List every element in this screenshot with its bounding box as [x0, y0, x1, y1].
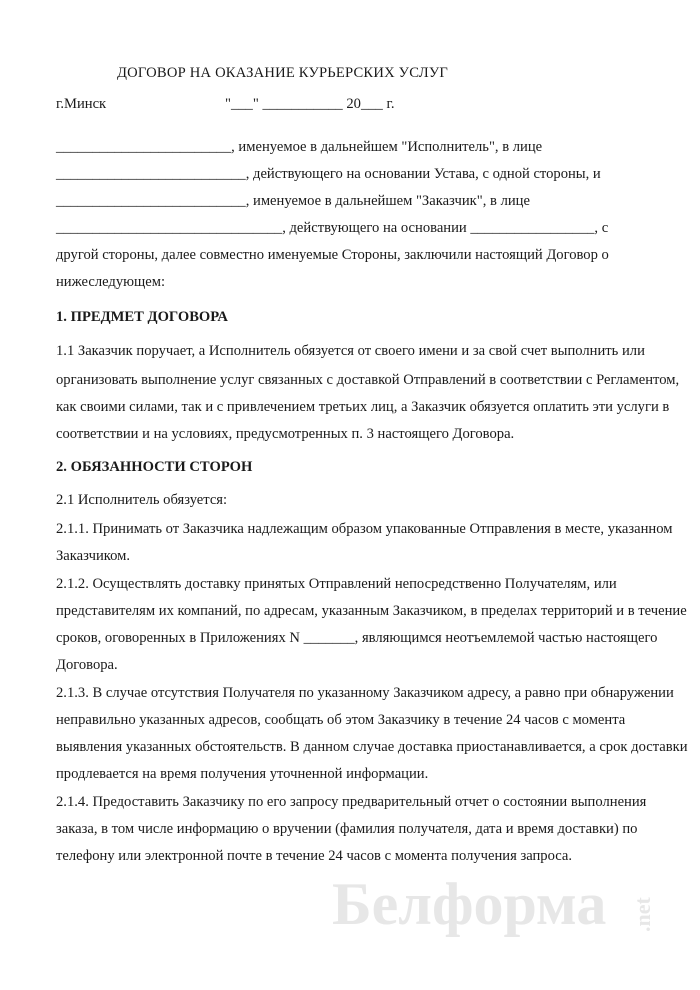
watermark-suffix: .net: [630, 897, 655, 932]
section-heading-2: 2. ОБЯЗАННОСТИ СТОРОН: [56, 459, 253, 475]
section2-line: Договора.: [56, 657, 118, 673]
section2-line: 2.1.2. Осуществлять доставку принятых Отправлений непосредственно Получателям, или: [56, 576, 617, 592]
section1-line: 1.1 Заказчик поручает, а Исполнитель обязуется от своего имени и за свой счет выполнить или: [56, 343, 645, 359]
document-title: ДОГОВОР НА ОКАЗАНИЕ КУРЬЕРСКИХ УСЛУГ: [117, 65, 449, 81]
section2-line: телефону или электронной почте в течение 24 часов с момента получения запроса.: [56, 848, 573, 864]
date-line: "___" ___________ 20___ г.: [225, 96, 395, 112]
section2-line: 2.1 Исполнитель обязуется:: [56, 492, 228, 508]
section2-line: сроков, оговоренных в Приложениях N _______, являющимся неотъемлемой частью настоящего: [56, 630, 658, 646]
preamble-line: другой стороны, далее совместно именуемые Стороны, заключили настоящий Договор о: [56, 247, 609, 263]
preamble-line: _______________________________, действующего на основании _________________, с: [56, 220, 609, 236]
section2-line: продлевается на время получения уточненной информации.: [56, 766, 429, 782]
section2-line: заказа, в том числе информацию о вручении (фамилия получателя, дата и время доставки) по: [56, 821, 638, 837]
watermark-text: Белформа: [332, 871, 607, 937]
preamble-line: ________________________, именуемое в дальнейшем "Исполнитель", в лице: [56, 139, 543, 155]
section1-line: организовать выполнение услуг связанных с доставкой Отправлений в соответствии с Регламентом,: [56, 372, 680, 388]
section1-line: соответствии и на условиях, предусмотренных п. 3 настоящего Договора.: [56, 426, 515, 442]
preamble-line: нижеследующем:: [56, 274, 166, 290]
section2-line: 2.1.1. Принимать от Заказчика надлежащим образом упакованные Отправления в месте, указанном: [56, 521, 673, 537]
section2-line: неправильно указанных адресов, сообщать об этом Заказчику в течение 24 часов с момента: [56, 712, 626, 728]
section2-line: выявления указанных обстоятельств. В данном случае доставка приостанавливается, а срок доставки: [56, 739, 688, 755]
section1-line: как своими силами, так и с привлечением третьих лиц, а Заказчик обязуется оплатить эти услуги в: [56, 399, 670, 415]
section2-line: представителям их компаний, по адресам, указанным Заказчиком, в пределах территорий и в течение: [56, 603, 687, 619]
section-heading-1: 1. ПРЕДМЕТ ДОГОВОРА: [56, 309, 228, 325]
city: г.Минск: [56, 96, 107, 112]
section2-line: Заказчиком.: [56, 548, 131, 564]
preamble-line: __________________________, именуемое в дальнейшем "Заказчик", в лице: [56, 193, 530, 209]
section2-line: 2.1.4. Предоставить Заказчику по его запросу предварительный отчет о состоянии выполнения: [56, 794, 647, 810]
preamble-line: __________________________, действующего на основании Устава, с одной стороны, и: [56, 166, 601, 182]
section2-line: 2.1.3. В случае отсутствия Получателя по указанному Заказчиком адресу, а равно при обнаружении: [56, 685, 674, 701]
belforma-watermark: [332, 862, 662, 942]
